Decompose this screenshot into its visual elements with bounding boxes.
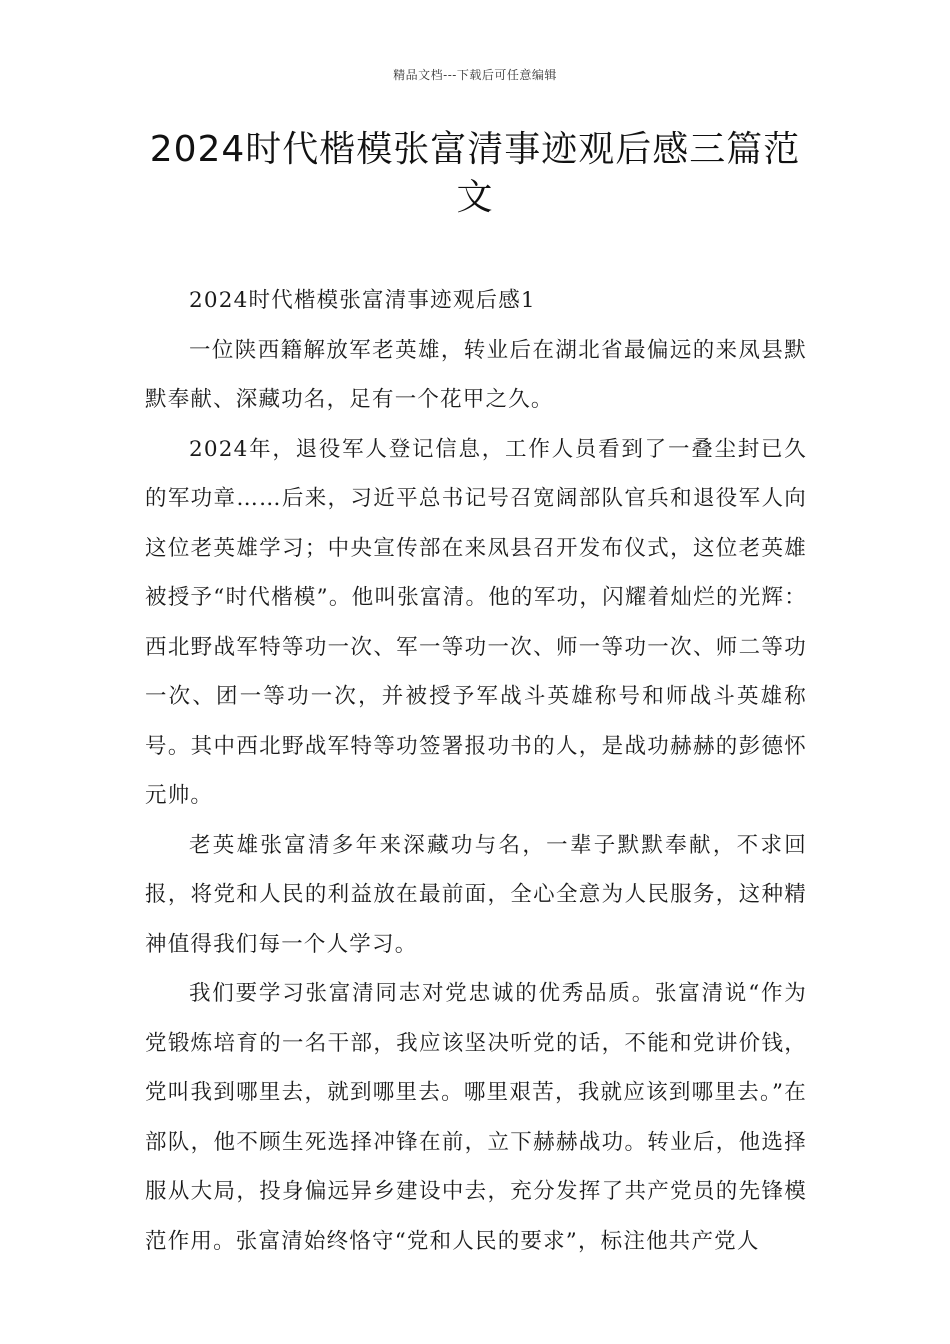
paragraph: 我们要学习张富清同志对党忠诚的优秀品质。张富清说“作为党锻炼培育的一名干部，我应该坚决听党的话，不能和党讲价钱，党叫我到哪里去，就到哪里去。哪里艰苦，我就应该到哪里去。”在部队，他不顾生死选择冲锋在前，立下赫赫战功。转业后，他选择服从大局，投身偏远异乡建设中去，充分发挥了共产党员的先锋模范作用。张富清始终恪守“党和人民的要求”，标注他共产党人 — [145, 981, 807, 1254]
document-title: 2024时代楷模张富清事迹观后感三篇范文 — [149, 129, 801, 218]
paragraph: 2024年，退役军人登记信息，工作人员看到了一叠尘封已久的军功章……后来，习近平总书记号召宽阔部队官兵和退役军人向这位老英雄学习；中央宣传部在来凤县召开发布仪式，这位老英雄被授予“时代楷模”。他叫张富清。他的军功，闪耀着灿烂的光辉：西北野战军特等功一次、军一等功一次、师一等功一次、师二等功一次、团一等功一次，并被授予军战斗英雄称号和师战斗英雄称号。其中西北野战军特等功签署报功书的人，是战功赫赫的彭德怀元帅。 — [145, 436, 807, 808]
paragraph: 老英雄张富清多年来深藏功与名，一辈子默默奉献，不求回报，将党和人民的利益放在最前面，全心全意为人民服务，这种精神值得我们每一个人学习。 — [145, 832, 807, 957]
section-heading: 2024时代楷模张富清事迹观后感1 — [189, 288, 536, 313]
document-body — [145, 276, 807, 1266]
paragraph: 一位陕西籍解放军老英雄，转业后在湖北省最偏远的来凤县默默奉献、深藏功名，足有一个花甲之久。 — [145, 337, 807, 412]
header-note: 精品文档---下载后可任意编辑 — [393, 68, 557, 82]
